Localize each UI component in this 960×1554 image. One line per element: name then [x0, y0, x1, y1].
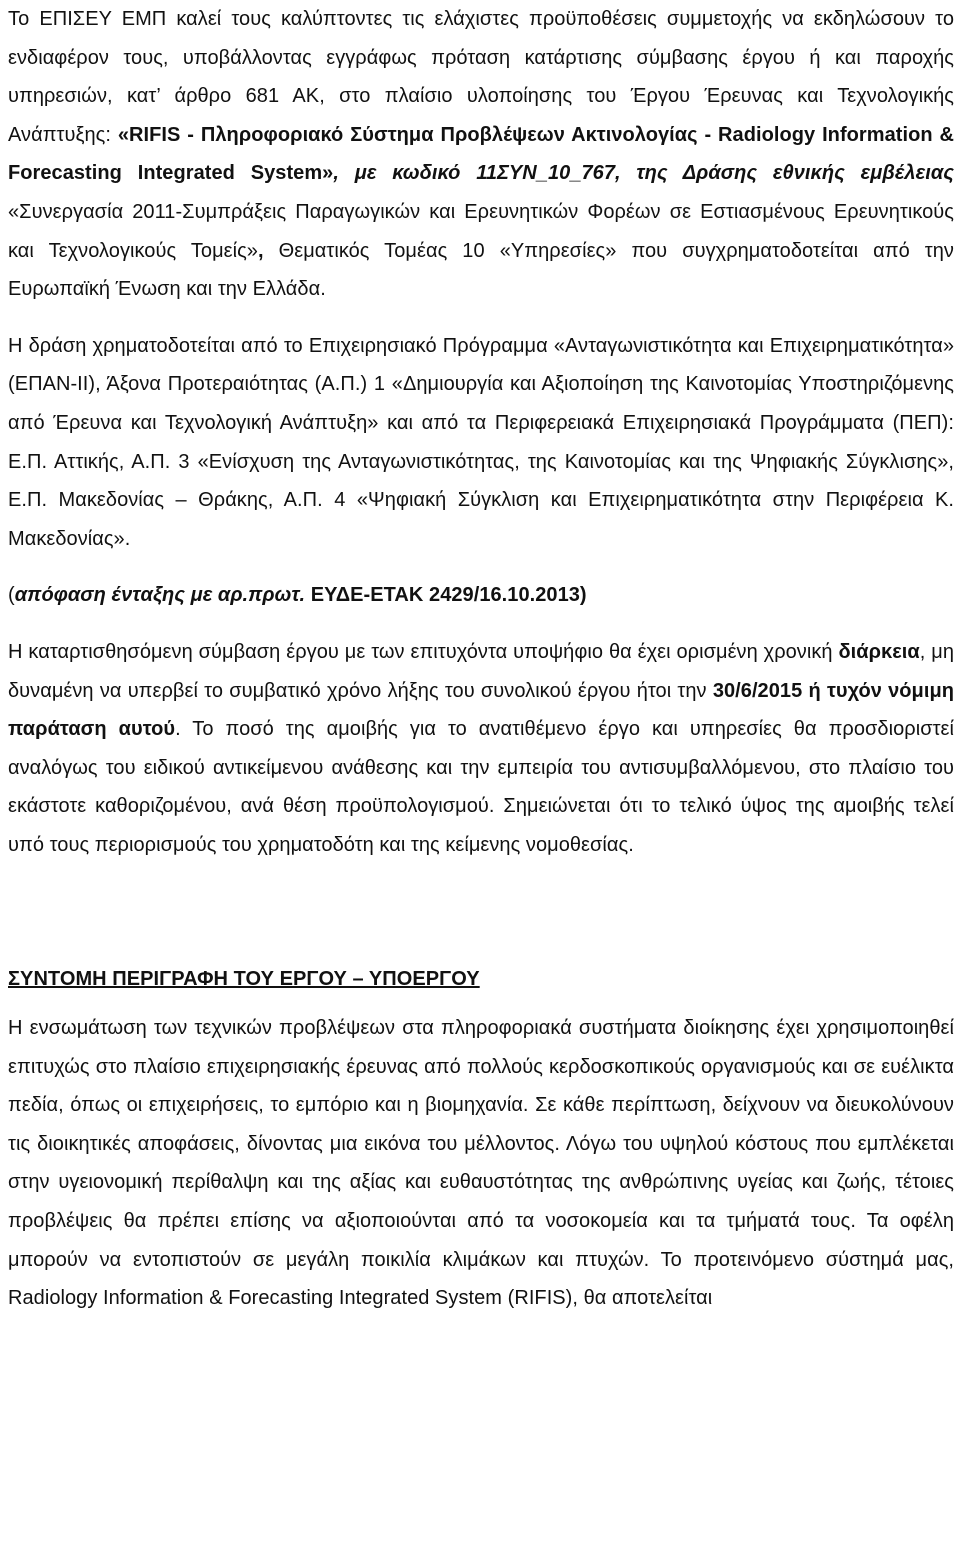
project-code: , με κωδικό 11ΣΥΝ_10_767, της Δράσης εθνικής εμβέλειας — [333, 162, 954, 185]
duration-term: διάρκεια — [838, 640, 920, 663]
section-heading: ΣΥΝΤΟΜΗ ΠΕΡΙΓΡΑΦΗ ΤΟΥ ΕΡΓΟΥ – ΥΠΟΕΡΓΟΥ — [8, 968, 480, 991]
decision-label: απόφαση ένταξης με αρ.πρωτ. — [14, 584, 306, 607]
intro-paragraph — [8, 0, 954, 309]
contract-paragraph — [8, 633, 954, 865]
project-title: «RIFIS - Πληροφοριακό Σύστημα Προβλέψεων Ακτινολογίας - Radiology Information & Forecasting Integrated System» — [8, 123, 955, 185]
action-name: «Συνεργασία 2011-Συμπράξεις Παραγωγικών και Ερευνητικών Φορέων σε Εστιασμένους Ερευνητικούς και Τεχνολογικούς Τομείς» — [8, 200, 954, 262]
comma: , — [257, 239, 264, 262]
end-date: 30/6/2015 ή τυχόν νόμιμη παράταση αυτού — [8, 679, 954, 741]
paren-open: ( — [8, 584, 15, 607]
contract-text-3: . Το ποσό της αμοιβής για το ανατιθέμενο έργο και υπηρεσίες θα προσδιοριστεί αναλόγως του ειδικού αντικείμενου ανάθεσης και την εμπειρία του αντισυμβαλλόμενου, στο πλαίσιο του εκάστοτε καθοριζομένου, ανά θέση προϋπολογισμού. Σημειώνεται ότι το τελικό ύψος της αμοιβής τελεί υπό τους περιορισμούς του χρηματοδότη και της κείμενης νομοθεσίας. — [8, 718, 954, 856]
thematic-sector: Θεματικός Τομέας 10 «Υπηρεσίες» που συγχρηματοδοτείται από την Ευρωπαϊκή Ένωση και την Ελλάδα. — [8, 239, 954, 301]
description-paragraph: Η ενσωμάτωση των τεχνικών προβλέψεων στα πληροφοριακά συστήματα διοίκησης έχει χρησιμοποιηθεί επιτυχώς στο πλαίσιο επιχειρησιακής έρευνας από πολλούς κερδοσκοπικούς οργανισμούς και σε ευέλικτα πεδία, όπως οι επιχειρήσεις, το εμπόριο και η βιομηχανία. Σε κάθε περίπτωση, δείχνουν να διευκολύνουν τις διοικητικές αποφάσεις, δίνοντας μια εικόνα του μέλλοντος. Λόγω του υψηλού κόστους που εμπλέκεται στην υγειονομική περίθαλψη και της αξίας και ευθαυστότητας της ανθρώπινης υγείας και ζωής, τέτοιες προβλέψεις θα πρέπει επίσης να αξιοποιούνται από τα νοσοκομεία και τα τμήματά τους. Τα οφέλη μπορούν να εντοπιστούν σε μεγάλη ποικιλία κλιμάκων και πτυχών. Το προτεινόμενο σύστημά μας, Radiology Information & Forecasting Integrated System (RIFIS), θα αποτελείται — [8, 1017, 954, 1310]
inclusion-decision — [8, 576, 954, 615]
contract-text-2: , μη δυναμένη να υπερβεί το συμβατικό χρόνο λήξης του συνολικού έργου ήτοι την — [8, 640, 954, 702]
contract-text-1: Η καταρτισθησόμενη σύμβαση έργου με των επιτυχόντα υποψήφιο θα έχει ορισμένη χρονική — [8, 640, 839, 663]
intro-text: Το ΕΠΙΣΕΥ ΕΜΠ καλεί τους καλύπτοντες τις ελάχιστες προϋποθέσεις συμμετοχής να εκδηλώσουν το ενδιαφέρον τους, υποβάλλοντας εγγράφως πρόταση κατάρτισης σύμβασης έργου ή και παροχής υπηρεσιών, κατ’ άρθρο 681 ΑΚ, στο πλαίσιο υλοποίησης του Έργου Έρευνας και Τεχνολογικής Ανάπτυξης: — [8, 8, 954, 146]
decision-number: ΕΥΔΕ-ΕΤΑΚ 2429/16.10.2013) — [305, 584, 587, 607]
funding-paragraph: Η δράση χρηματοδοτείται από το Επιχειρησιακό Πρόγραμμα «Ανταγωνιστικότητα και Επιχειρηματικότητα» (ΕΠΑΝ-ΙΙ), Άξονα Προτεραιότητας (Α.Π.) 1 «Δημιουργία και Αξιοποίηση της Καινοτομίας Υποστηριζόμενης από Έρευνα και Τεχνολογική Ανάπτυξη» και από τα Περιφερειακά Επιχειρησιακά Προγράμματα (ΠΕΠ): Ε.Π. Αττικής, Α.Π. 3 «Ενίσχυση της Ανταγωνιστικότητας, της Καινοτομίας και της Ψηφιακής Σύγκλισης», Ε.Π. Μακεδονίας – Θράκης, Α.Π. 4 «Ψηφιακή Σύγκλιση και Επιχειρηματικότητα στην Περιφέρεια Κ. Μακεδονίας». — [8, 334, 954, 550]
